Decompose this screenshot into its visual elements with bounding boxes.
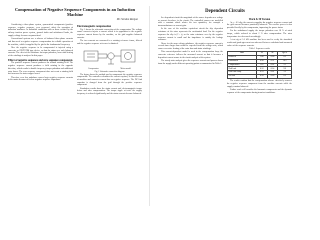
- table-cell: 0.09: [267, 74, 278, 78]
- figure-labels: [77, 68, 142, 70]
- table-cell: Half load comp.: [228, 71, 257, 75]
- table-cell: Compensated: [228, 63, 257, 67]
- table-header: Case: [228, 52, 257, 56]
- intro-paragraph: Conventional systems use a scheme of balanced three-phase currents and thus need a negative sequence compensation for reliable operation of the machine, which is supplied by the grid at the fundamental frequency.: [8, 38, 73, 46]
- table-cell: 0.02: [267, 63, 278, 67]
- left-column-1: [8, 24, 73, 96]
- elec-paragraph: Fig. 1 shows the schematic connection of the compensator. The voltage source converter injects a current which is in opposition to the negative sequence current drawn by the machine, so the grid supplies balanced currents.: [77, 28, 142, 39]
- section-heading-effect: Effect of negative sequence and zero sequence components: [8, 58, 73, 62]
- table-cell: 0.14: [267, 67, 278, 71]
- right-column-1: [158, 17, 223, 95]
- table-cell: 0.53: [256, 71, 267, 75]
- column-heading: Work & 50 Torsion: [248, 18, 271, 22]
- body-paragraph: Further work will consider the harmonic components and the dynamic response of the compensator during transient conditions.: [227, 88, 292, 94]
- table-header: I2: [267, 52, 278, 56]
- body-paragraph: In a dependent circuit the magnitude of the source depends on a voltage or current elsewhere in the circuit. The controlled sources are modelled with a constant which relates the two quantities, for example a transconductance or current gain.: [158, 17, 223, 28]
- table-cell: 6.3: [278, 74, 292, 78]
- paper-title: Compensation of Negative Sequence Components in an Induction Machine: [15, 7, 135, 17]
- body-paragraph: The steady state analysis gives the sequence currents and powers drawn from the supply under different operating points as summarised in Table 1.: [158, 59, 223, 65]
- after-figure-paragraph: Simulation results show the stator current and electromagnetic torque before and after compensation. The torque ripple at twice the supply frequency is reduced significantly and the stator currents become balanced.: [77, 87, 142, 96]
- table-cell: 0.52: [256, 67, 267, 71]
- body-paragraph: A test rig of 5.5 kW machine has been used to verify the simulated results and good agreement was observed between calculated and measured values of the sequence currents.: [227, 39, 292, 47]
- elec-paragraph: The two currents are measured in a rotating reference frame, filtered and the negative sequence reference is obtained.: [77, 40, 142, 45]
- table-cell: 0.98: [256, 59, 267, 63]
- fig-label-compensator: Compensator: [87, 67, 99, 70]
- body-paragraph: Hence for the same voltage unbalance, the negative sequence current is several times larger than would be expected from the voltage ratio, which causes excessive heating of the rotor bars and stator windings.: [158, 42, 223, 50]
- paper-author: Mr. Vardan Ranjan: [116, 18, 138, 21]
- intro-paragraph: Considering a three-phase system, symmetrical components (positive sequence, negative sequence, zero sequence) affect the operation of induction machines. In industrial conditions such as those created by the railway traction power system, ground faults and unbalanced loads, the supply voltage becomes asymmetrical.: [8, 24, 73, 37]
- effect-paragraph: The positive sequence current produces the normal rotating field. The negative sequence current produces a field rotating in the opposite direction, which results in double frequency torque pulsation and additional rotor losses. The zero sequence component does not create a rotating field but increases the stator copper losses.: [8, 62, 73, 76]
- body-paragraph: This current-dependent model is used in the compensation loop; the converter reference follows the measured current so that it becomes a dependent current source in the circuit analysis of the system.: [158, 51, 223, 59]
- source-symbol: [107, 53, 113, 59]
- right-column-2: [227, 17, 292, 95]
- intro-paragraph: Here the negative sequence to be compensated is injected using a converter or STATCOM type device, so that the stator sees only balanced currents. The effect of the unbalance on torque pulsation, losses and heating of the windings is analysed in this paper.: [8, 46, 74, 57]
- table-caption: Table 1 Sequence results: [249, 48, 270, 51]
- table-cell: Balanced: [228, 56, 257, 60]
- table-header: Tp %: [278, 52, 292, 56]
- table-cell: 0.01: [267, 71, 278, 75]
- section-heading-electromagnetic: Electromagnetic compensation: [77, 25, 112, 29]
- results-table: [227, 51, 292, 78]
- table-cell: 1.2: [278, 71, 292, 75]
- right-columns: [158, 17, 292, 95]
- body-paragraph: In the case of the machine equivalent circuit the slip dependent resistance of the rotor represents the mechanical load. For the negative sequence the slip is (2 - s), so the rotor resistance seen by the negative sequence current is small and the impedance is mainly the leakage reactance.: [158, 28, 223, 42]
- table-row: [228, 74, 292, 78]
- fig-label-motor: Motor model: [120, 67, 132, 70]
- body-paragraph: The results confirm that the compensation scheme effectively removes the negative sequence component from the machine currents while the supply remains balanced.: [227, 80, 292, 88]
- table-cell: 0.5: [278, 56, 292, 60]
- table-cell: 0.31: [267, 59, 278, 63]
- left-columns: [8, 24, 142, 96]
- table-cell: No load: [228, 74, 257, 78]
- table-cell: 9.6: [278, 67, 292, 71]
- compensator-block: [84, 51, 98, 61]
- table-cell: 0.28: [256, 74, 267, 78]
- figure-1: [77, 47, 142, 70]
- effect-paragraph: Therefore even low unbalance causes large negative sequence currents in the motor because of its low negative sequence impedance.: [8, 76, 73, 82]
- table-cell: 1.01: [256, 63, 267, 67]
- left-column-2: [77, 24, 142, 96]
- right-page: [150, 0, 300, 212]
- figure-caption: Fig. 1 Schematic connection diagram: [94, 70, 125, 73]
- table-cell: 2.1: [278, 63, 292, 67]
- table-header: I1: [256, 52, 267, 56]
- body-paragraph: At s = 0.5 slip, the converter supplies the negative sequence current and the grid current becomes practically balanced. The reactive power is also provided locally by the compensator, improving the power factor.: [227, 21, 292, 30]
- table-cell: 1.00: [256, 56, 267, 60]
- after-figure-paragraph: The figure shows the method used to compensate the negative sequence components. The controller calculates the current required, so that the sum of machine and converter current has no negative sequence. The DC link capacitor is charged from the grid through the positive sequence component.: [77, 73, 142, 87]
- body-paragraph: For the unbalanced supply the torque pulsation was 18 % of rated torque, which reduced to about 2 % after compensation. The rotor temperature rise decreased accordingly.: [227, 30, 292, 38]
- motor-block: [121, 50, 135, 62]
- left-page: [0, 0, 150, 212]
- table-cell: 0.00: [267, 56, 278, 60]
- table-cell: 18.2: [278, 59, 292, 63]
- table-cell: Half load: [228, 67, 257, 71]
- circuit-diagram: [81, 47, 139, 67]
- table-cell: Unbalanced: [228, 59, 257, 63]
- section-title: Dependent Circuits: [205, 9, 245, 14]
